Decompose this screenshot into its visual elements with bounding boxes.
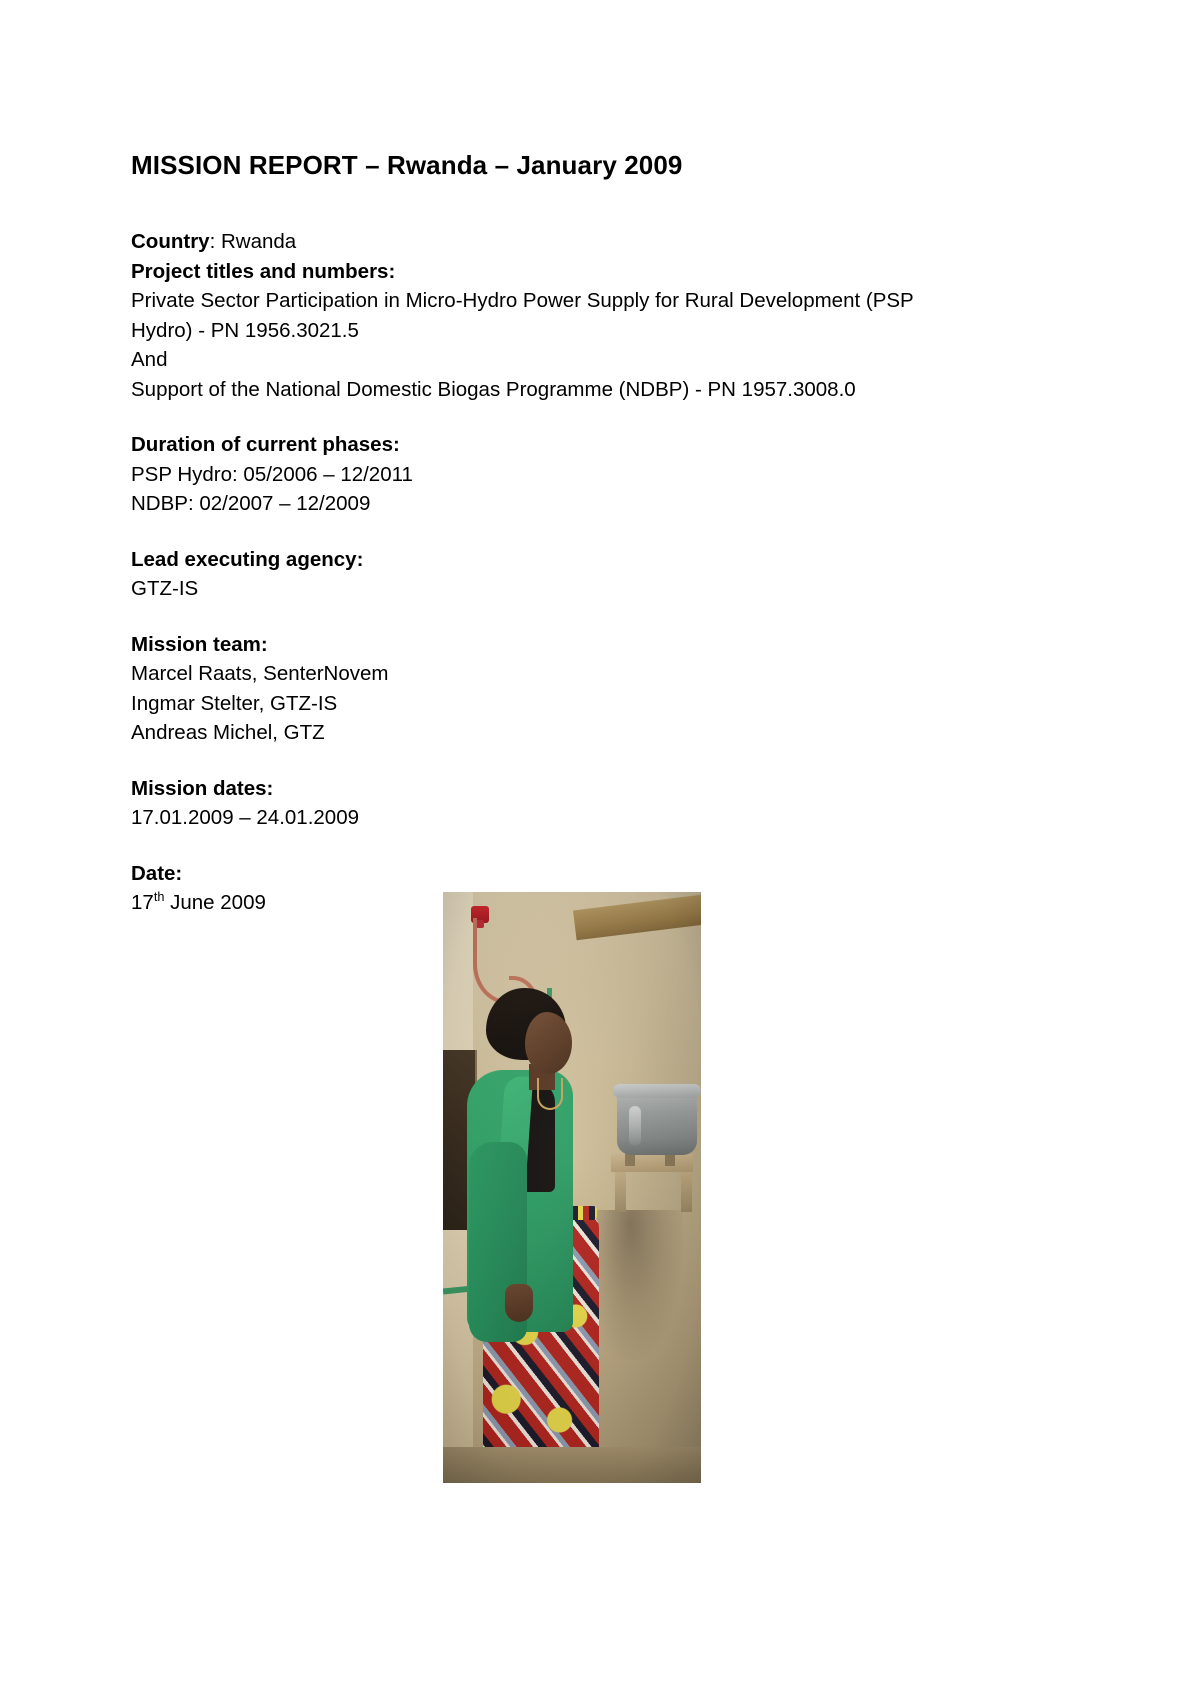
project-title-1: Private Sector Participation in Micro-Hydro Power Supply for Rural Development (PSP Hydro) - PN 1956.3021.5 <box>131 289 914 342</box>
duration-ndbp: NDBP: 02/2007 – 12/2009 <box>131 492 371 516</box>
photo-floor <box>443 1447 701 1483</box>
lead-agency-value: GTZ-IS <box>131 577 199 601</box>
project-titles-label: Project titles and numbers: <box>131 259 396 283</box>
lead-agency-block <box>131 545 931 604</box>
country-label: Country <box>131 230 210 254</box>
project-identification-block <box>131 227 931 404</box>
duration-psp-hydro: PSP Hydro: 05/2006 – 12/2011 <box>131 462 413 486</box>
mission-team-block <box>131 630 931 748</box>
country-separator: : <box>209 230 221 254</box>
photo-stove-stand-notch-left <box>625 1154 635 1166</box>
duration-label: Duration of current phases: <box>131 433 400 457</box>
photo-stove-leg-right <box>681 1172 692 1212</box>
report-date-ordinal-suffix: th <box>153 889 165 905</box>
report-date-day: 17 <box>131 891 154 915</box>
country-value: Rwanda <box>220 230 297 254</box>
photo-stove-stand-notch-right <box>665 1154 675 1166</box>
photo-cooking-pot-highlight <box>629 1106 641 1146</box>
photo-woman-necklace <box>537 1078 563 1110</box>
project-title-2: Support of the National Domestic Biogas Programme (NDBP) - PN 1957.3008.0 <box>131 377 856 401</box>
photo-soot-stain <box>595 1210 683 1360</box>
page-title: MISSION REPORT – Rwanda – January 2009 <box>131 150 683 180</box>
photo-cooking-pot-rim <box>613 1084 701 1098</box>
photo-woman-face <box>525 1012 572 1074</box>
mission-dates-value: 17.01.2009 – 24.01.2009 <box>131 806 359 830</box>
mission-team-member-3: Andreas Michel, GTZ <box>131 721 325 745</box>
photo-woman-hand <box>505 1284 533 1322</box>
project-conjunction: And <box>131 348 168 372</box>
document-body <box>131 150 931 944</box>
mission-team-member-2: Ingmar Stelter, GTZ-IS <box>131 691 338 715</box>
mission-team-member-1: Marcel Raats, SenterNovem <box>131 662 389 686</box>
country-line <box>131 227 931 257</box>
lead-agency-label: Lead executing agency: <box>131 547 364 571</box>
mission-team-label: Mission team: <box>131 632 268 656</box>
report-date-month-year: June 2009 <box>164 891 266 915</box>
photo-stove-leg-left <box>615 1172 626 1212</box>
photo-canvas <box>443 892 701 1483</box>
report-date-label: Date: <box>131 861 183 885</box>
photo-stove-stand-top <box>611 1154 693 1172</box>
duration-block <box>131 430 931 519</box>
mission-dates-label: Mission dates: <box>131 776 274 800</box>
mission-dates-block <box>131 774 931 833</box>
report-photo <box>443 892 701 1483</box>
